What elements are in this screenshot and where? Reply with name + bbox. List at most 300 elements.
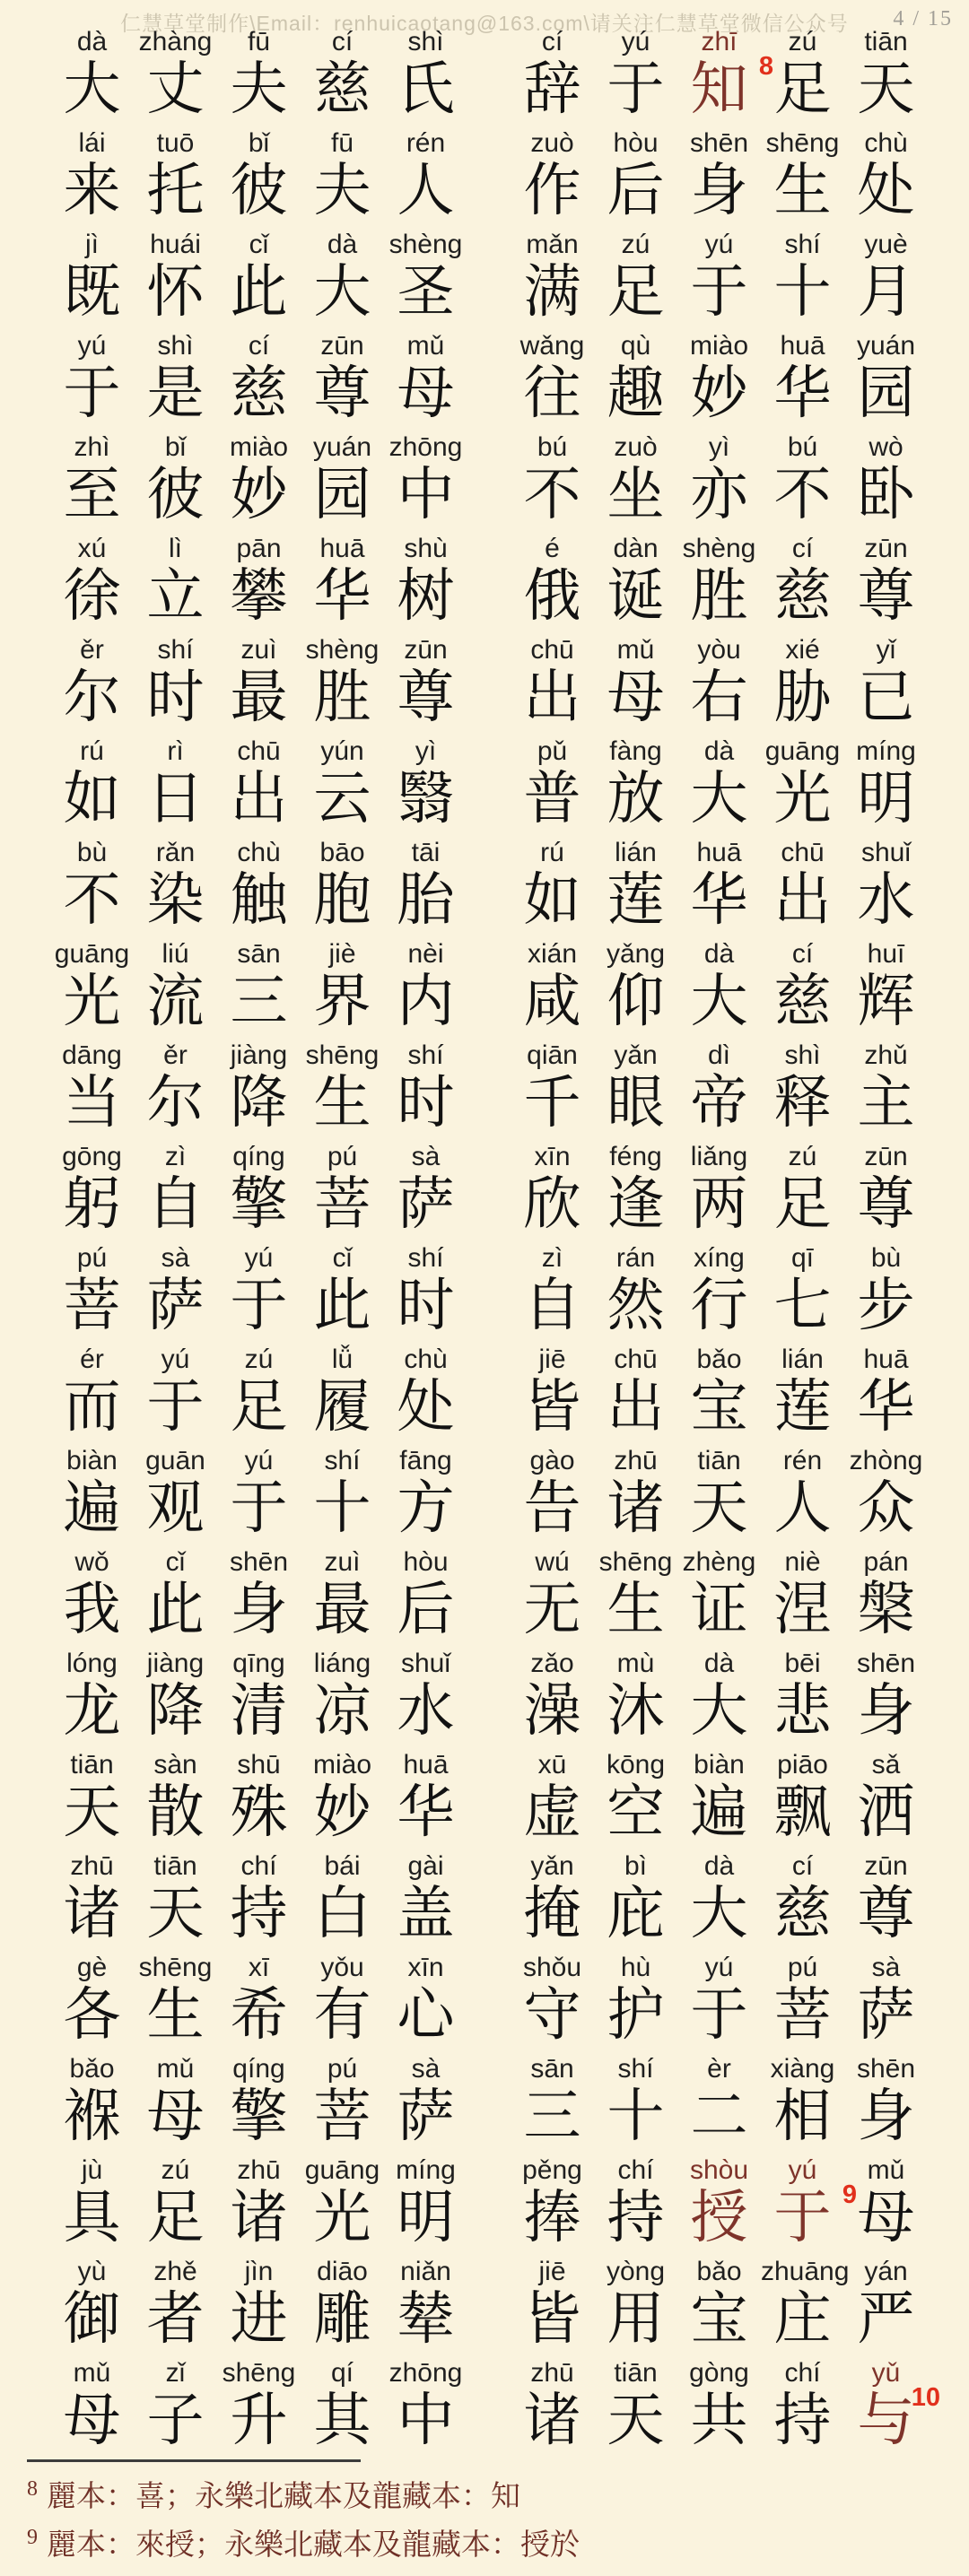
- verse-half-right: [511, 2155, 928, 2249]
- pinyin-label: yǎng: [606, 939, 666, 969]
- char-cell: [594, 1345, 677, 1438]
- pinyin-label: dì: [707, 1040, 731, 1070]
- pinyin-label: mǔ: [73, 2358, 111, 2388]
- char-cell: [844, 736, 928, 830]
- hanzi-char: 而: [63, 1374, 121, 1439]
- pinyin-label: qiān: [527, 1040, 578, 1070]
- char-cell: [511, 939, 594, 1032]
- hanzi-char: 界: [313, 969, 371, 1033]
- char-cell: [50, 1142, 134, 1235]
- pinyin-label: lì: [169, 534, 182, 563]
- char-cell: [511, 1547, 594, 1640]
- pinyin-label: zhuāng: [761, 2257, 850, 2286]
- hanzi-char: 身: [857, 1678, 915, 1743]
- char-cell: [217, 1547, 301, 1640]
- pinyin-label: qù: [620, 331, 651, 361]
- hanzi-char: 母: [857, 2185, 915, 2250]
- hanzi-char: 园: [313, 462, 371, 527]
- pinyin-label: zì: [541, 1243, 563, 1273]
- char-cell: [50, 939, 134, 1032]
- char-cell: [511, 1953, 594, 2046]
- char-cell: [761, 1547, 844, 1640]
- hanzi-char: 欣: [523, 1171, 581, 1236]
- hanzi-char: 满: [523, 259, 581, 324]
- char-cell: [594, 1547, 677, 1640]
- pinyin-label: mǔ: [156, 2054, 195, 2084]
- pinyin-label: qī: [790, 1243, 815, 1273]
- char-cell: [594, 128, 677, 222]
- pinyin-label: bēi: [784, 1649, 821, 1678]
- hanzi-char: 最: [313, 1577, 371, 1641]
- hanzi-char: 萨: [146, 1273, 205, 1337]
- char-cell: [844, 230, 928, 323]
- char-cell: [301, 1750, 384, 1843]
- hanzi-char: 具: [63, 2185, 121, 2250]
- pinyin-label: zūn: [404, 635, 448, 665]
- char-cell: [594, 1851, 677, 1945]
- hanzi-char: 徐: [63, 563, 121, 628]
- pinyin-label: dàn: [613, 534, 659, 563]
- pinyin-label: chù: [864, 128, 908, 158]
- hanzi-char: 妙: [230, 462, 288, 527]
- char-cell: [761, 838, 844, 931]
- hanzi-char: 胎: [397, 867, 455, 932]
- char-cell: [511, 1750, 594, 1843]
- pinyin-label: tiān: [864, 27, 908, 57]
- char-cell: [50, 1243, 134, 1336]
- hanzi-char: 圣: [397, 259, 455, 324]
- hanzi-char: 皆: [523, 2286, 581, 2351]
- hanzi-char: 足: [773, 57, 832, 121]
- hanzi-char: 十: [773, 259, 832, 324]
- char-cell: [301, 1345, 384, 1438]
- hanzi-char: 于: [230, 1273, 288, 1337]
- hanzi-char: 时: [397, 1273, 455, 1337]
- char-cell: [594, 534, 677, 627]
- hanzi-char: 此: [146, 1577, 205, 1641]
- char-cell: [844, 1345, 928, 1438]
- char-cell: [301, 1446, 384, 1539]
- pinyin-label: yú: [704, 230, 734, 259]
- char-cell: [384, 1446, 467, 1539]
- hanzi-char: 于: [773, 2185, 832, 2250]
- pinyin-label: ér: [80, 1345, 104, 1374]
- hanzi-char: 升: [230, 2388, 288, 2452]
- hanzi-char: 悲: [773, 1678, 832, 1743]
- char-cell: [301, 939, 384, 1032]
- pinyin-label: shí: [617, 2054, 654, 2084]
- char-cell: [511, 1040, 594, 1134]
- verse-half-left: [50, 1750, 467, 1843]
- verse-half-left: [50, 1345, 467, 1438]
- pinyin-label: yòu: [697, 635, 741, 665]
- pinyin-label: yán: [864, 2257, 908, 2286]
- pinyin-label: bǎo: [696, 1345, 742, 1374]
- char-cell: [677, 534, 761, 627]
- pinyin-label: qíng: [232, 1142, 285, 1171]
- pinyin-label: miào: [312, 1750, 372, 1780]
- pinyin-label: zú: [244, 1345, 274, 1374]
- hanzi-char: 最: [230, 665, 288, 729]
- hanzi-char: 水: [397, 1678, 455, 1743]
- hanzi-char: 龙: [63, 1678, 121, 1743]
- pinyin-label: shēng: [765, 128, 840, 158]
- verse-half-left: [50, 1446, 467, 1539]
- hanzi-char: 三: [230, 969, 288, 1033]
- hanzi-char: 辇: [397, 2286, 455, 2351]
- char-cell: [844, 2358, 940, 2452]
- footnote-separator: [27, 2459, 361, 2462]
- char-cell: [844, 1243, 928, 1336]
- hanzi-char: 飘: [773, 1780, 832, 1844]
- hanzi-char: 严: [857, 2286, 915, 2351]
- hanzi-char: 散: [146, 1780, 205, 1844]
- hanzi-char: 母: [397, 361, 455, 425]
- pinyin-label: yuán: [312, 432, 372, 462]
- hanzi-char: 身: [230, 1577, 288, 1641]
- hanzi-char: 诸: [230, 2185, 288, 2250]
- pinyin-label: zhū: [237, 2155, 281, 2185]
- hanzi-char: 出: [773, 867, 832, 932]
- pinyin-label: bú: [787, 432, 818, 462]
- pinyin-label: cǐ: [249, 230, 269, 259]
- char-cell: [384, 1953, 467, 2046]
- pinyin-label: lián: [615, 838, 657, 867]
- pinyin-label: guāng: [764, 736, 841, 766]
- hanzi-char: 尊: [857, 563, 915, 628]
- pinyin-label: zhǔ: [864, 1040, 908, 1070]
- hanzi-char: 十: [313, 1475, 371, 1540]
- hanzi-char: 虚: [523, 1780, 581, 1844]
- verse-half-left: [50, 128, 467, 222]
- char-cell: [384, 2054, 467, 2147]
- verse-half-right: [511, 838, 928, 931]
- char-cell: [844, 1547, 928, 1640]
- hanzi-char: 宝: [690, 1374, 748, 1439]
- pinyin-label: shí: [407, 1243, 444, 1273]
- pinyin-label: wú: [535, 1547, 570, 1577]
- char-cell: [217, 1851, 301, 1945]
- char-cell: [594, 2257, 677, 2350]
- hanzi-char: 菩: [313, 1171, 371, 1236]
- hanzi-char: 不: [523, 462, 581, 527]
- char-cell: [384, 1649, 467, 1742]
- pinyin-label: kōng: [606, 1750, 666, 1780]
- pinyin-label: qíng: [232, 2054, 285, 2084]
- hanzi-char: 华: [857, 1374, 915, 1439]
- char-cell: [217, 27, 301, 120]
- pinyin-label: bú: [537, 432, 568, 462]
- verse-half-right: [511, 939, 928, 1032]
- pinyin-label: bǐ: [164, 432, 187, 462]
- hanzi-char: 如: [523, 867, 581, 932]
- char-cell: [594, 939, 677, 1032]
- pinyin-label: tiān: [153, 1851, 197, 1881]
- footnote-marker: 9: [842, 2180, 857, 2209]
- pinyin-label: zhū: [530, 2358, 574, 2388]
- hanzi-char: 慈: [773, 563, 832, 628]
- verse-row: [50, 331, 928, 424]
- pinyin-label: shì: [784, 1040, 821, 1070]
- char-cell: [50, 1953, 134, 2046]
- hanzi-char: 慈: [773, 969, 832, 1033]
- char-cell: [217, 838, 301, 931]
- footnote-number: 9: [27, 2526, 38, 2549]
- hanzi-char: 授: [690, 2185, 748, 2250]
- pinyin-label: èr: [707, 2054, 731, 2084]
- hanzi-char: 守: [523, 1982, 581, 2047]
- char-cell: [134, 27, 217, 120]
- hanzi-char: 母: [607, 665, 665, 729]
- hanzi-char: 光: [313, 2185, 371, 2250]
- char-cell: [134, 736, 217, 830]
- hanzi-char: 菩: [63, 1273, 121, 1337]
- verse-half-right: [511, 635, 928, 728]
- pinyin-label: shēn: [689, 128, 749, 158]
- char-cell: [677, 230, 761, 323]
- verse-row: [50, 2155, 928, 2249]
- char-cell: [844, 635, 928, 728]
- char-cell: [384, 1345, 467, 1438]
- pinyin-label: bù: [870, 1243, 902, 1273]
- hanzi-char: 胜: [313, 665, 371, 729]
- pinyin-label: yǎn: [614, 1040, 658, 1070]
- char-cell: [758, 27, 844, 121]
- char-cell: [844, 128, 928, 222]
- pinyin-label: pán: [863, 1547, 909, 1577]
- hanzi-char: 妙: [313, 1780, 371, 1844]
- char-cell: [134, 2155, 217, 2249]
- pinyin-label: niǎn: [400, 2257, 451, 2286]
- pinyin-label: sǎ: [871, 1750, 901, 1780]
- pinyin-label: gòng: [689, 2358, 749, 2388]
- hanzi-char: 诸: [607, 1475, 665, 1540]
- hanzi-char: 此: [230, 259, 288, 324]
- footnote-marker: 8: [758, 52, 773, 81]
- hanzi-char: 天: [63, 1780, 121, 1844]
- watermark-text: 仁慧草堂制作\Email：renhuicaotang@163.com\请关注仁慧草堂微信公众号: [120, 12, 849, 35]
- pinyin-label: chí: [617, 2155, 654, 2185]
- char-cell: [217, 1649, 301, 1742]
- char-cell: [384, 432, 467, 526]
- char-cell: [384, 27, 467, 120]
- hanzi-char: 不: [773, 462, 832, 527]
- verse-half-left: [50, 534, 467, 627]
- pinyin-label: tiān: [70, 1750, 114, 1780]
- char-cell: [511, 534, 594, 627]
- char-cell: [511, 838, 594, 931]
- char-cell: [761, 331, 844, 424]
- pinyin-label: jiàng: [146, 1649, 205, 1678]
- page-number: 4 / 15: [893, 7, 953, 30]
- pinyin-label: miào: [229, 432, 289, 462]
- hanzi-char: 卧: [857, 462, 915, 527]
- pinyin-label: ěr: [163, 1040, 188, 1070]
- char-cell: [761, 635, 844, 728]
- pinyin-label: rú: [80, 736, 104, 766]
- hanzi-char: 慈: [230, 361, 288, 425]
- hanzi-char: 白: [313, 1881, 371, 1945]
- pinyin-label: zǎo: [530, 1649, 574, 1678]
- hanzi-char: 明: [397, 2185, 455, 2250]
- pinyin-label: huā: [780, 331, 825, 361]
- hanzi-char: 擎: [230, 2084, 288, 2148]
- char-cell: [134, 1547, 217, 1640]
- char-cell: [677, 635, 761, 728]
- hanzi-char: 来: [63, 158, 121, 222]
- char-cell: [594, 1040, 677, 1134]
- char-cell: [677, 27, 773, 121]
- hanzi-char: 右: [690, 665, 748, 729]
- pinyin-label: sàn: [153, 1750, 197, 1780]
- hanzi-char: 沐: [607, 1678, 665, 1743]
- pinyin-label: liú: [162, 939, 189, 969]
- pinyin-label: yǐ: [876, 635, 896, 665]
- verse-row: [50, 1243, 928, 1336]
- pinyin-label: shuǐ: [400, 1649, 451, 1678]
- pinyin-label: yì: [708, 432, 730, 462]
- char-cell: [301, 534, 384, 627]
- pinyin-label: shēng: [222, 2358, 296, 2388]
- pinyin-label: dà: [703, 1851, 735, 1881]
- pinyin-label: pǔ: [537, 736, 568, 766]
- pinyin-label: shuǐ: [860, 838, 912, 867]
- hanzi-char: 千: [523, 1070, 581, 1135]
- pinyin-label: qí: [330, 2358, 354, 2388]
- hanzi-char: 庇: [607, 1881, 665, 1945]
- pinyin-label: lóng: [66, 1649, 118, 1678]
- pinyin-label: zuì: [324, 1547, 361, 1577]
- char-cell: [50, 2155, 134, 2249]
- verse-half-left: [50, 1851, 467, 1945]
- pinyin-label: zú: [788, 1142, 817, 1171]
- hanzi-char: 持: [607, 2185, 665, 2250]
- char-cell: [761, 2054, 844, 2147]
- pinyin-label: zì: [164, 1142, 187, 1171]
- char-cell: [384, 2257, 467, 2350]
- pinyin-label: zú: [788, 27, 817, 57]
- hanzi-char: 菩: [773, 1982, 832, 2047]
- hanzi-char: 遍: [63, 1475, 121, 1540]
- char-cell: [50, 736, 134, 830]
- pinyin-label: shí: [407, 1040, 444, 1070]
- char-cell: [677, 1243, 761, 1336]
- verse-half-left: [50, 1243, 467, 1336]
- hanzi-char: 辉: [857, 969, 915, 1033]
- hanzi-char: 降: [230, 1070, 288, 1135]
- pinyin-label: sà: [871, 1953, 901, 1982]
- char-cell: [134, 2054, 217, 2147]
- verse-row: [50, 838, 928, 931]
- verse-half-right: [511, 1547, 928, 1640]
- hanzi-char: 主: [857, 1070, 915, 1135]
- verse-half-right: [511, 1040, 928, 1134]
- char-cell: [594, 27, 677, 120]
- footnote-marker: 10: [911, 2383, 940, 2412]
- hanzi-char: 翳: [397, 766, 455, 831]
- verse-half-right: [511, 1142, 928, 1235]
- verse-half-right: [511, 736, 928, 830]
- pinyin-label: jiàng: [230, 1040, 288, 1070]
- hanzi-char: 履: [313, 1374, 371, 1439]
- hanzi-char: 华: [690, 867, 748, 932]
- footnotes-section: [27, 2459, 942, 2566]
- pinyin-label: jiè: [328, 939, 356, 969]
- char-cell: [134, 1142, 217, 1235]
- char-cell: [50, 838, 134, 931]
- hanzi-char: 庄: [773, 2286, 832, 2351]
- hanzi-char: 是: [146, 361, 205, 425]
- char-cell: [134, 2257, 217, 2350]
- hanzi-char: 菩: [313, 2084, 371, 2148]
- hanzi-char: 染: [146, 867, 205, 932]
- pinyin-label: yǔ: [871, 2358, 901, 2388]
- pinyin-label: mù: [616, 1649, 655, 1678]
- hanzi-char: 月: [857, 259, 915, 324]
- verse-row: [50, 1953, 928, 2046]
- verse-half-right: [511, 2257, 928, 2350]
- hanzi-char: 俄: [523, 563, 581, 628]
- pinyin-label: shǒu: [522, 1953, 582, 1982]
- pinyin-label: zūn: [864, 534, 908, 563]
- char-cell: [50, 1750, 134, 1843]
- pinyin-label: miào: [689, 331, 749, 361]
- char-cell: [217, 128, 301, 222]
- hanzi-char: 母: [146, 2084, 205, 2148]
- hanzi-char: 尊: [313, 361, 371, 425]
- char-cell: [384, 939, 467, 1032]
- hanzi-char: 时: [146, 665, 205, 729]
- pinyin-label: yuán: [856, 331, 916, 361]
- hanzi-char: 出: [607, 1374, 665, 1439]
- pinyin-label: sà: [411, 1142, 441, 1171]
- hanzi-char: 自: [146, 1171, 205, 1236]
- char-cell: [677, 1750, 761, 1843]
- pinyin-label: rán: [615, 1243, 656, 1273]
- hanzi-char: 御: [63, 2286, 121, 2351]
- char-cell: [134, 1243, 217, 1336]
- char-cell: [301, 1649, 384, 1742]
- hanzi-char: 处: [397, 1374, 455, 1439]
- char-cell: [511, 2054, 594, 2147]
- char-cell: [677, 2054, 761, 2147]
- pinyin-label: bì: [624, 1851, 648, 1881]
- hanzi-char: 告: [523, 1475, 581, 1540]
- pinyin-label: zhě: [153, 2257, 197, 2286]
- hanzi-char: 萨: [397, 1171, 455, 1236]
- pinyin-label: chū: [614, 1345, 658, 1374]
- char-cell: [217, 2358, 301, 2451]
- pinyin-label: shēn: [856, 1649, 916, 1678]
- hanzi-char: 希: [230, 1982, 288, 2047]
- pinyin-label: cí: [791, 1851, 814, 1881]
- hanzi-char: 生: [313, 1070, 371, 1135]
- hanzi-char: 坐: [607, 462, 665, 527]
- hanzi-char: 普: [523, 766, 581, 831]
- pinyin-label: pú: [76, 1243, 108, 1273]
- pinyin-label: jì: [85, 230, 99, 259]
- pinyin-label: jiē: [538, 2257, 566, 2286]
- footnote-list: [27, 2469, 942, 2566]
- verse-half-right: [511, 534, 928, 627]
- verse-half-left: [50, 331, 467, 424]
- pinyin-label: pú: [787, 1953, 818, 1982]
- char-cell: [384, 230, 467, 323]
- hanzi-char: 方: [397, 1475, 455, 1540]
- char-cell: [761, 2155, 857, 2250]
- hanzi-char: 澡: [523, 1678, 581, 1743]
- hanzi-char: 七: [773, 1273, 832, 1337]
